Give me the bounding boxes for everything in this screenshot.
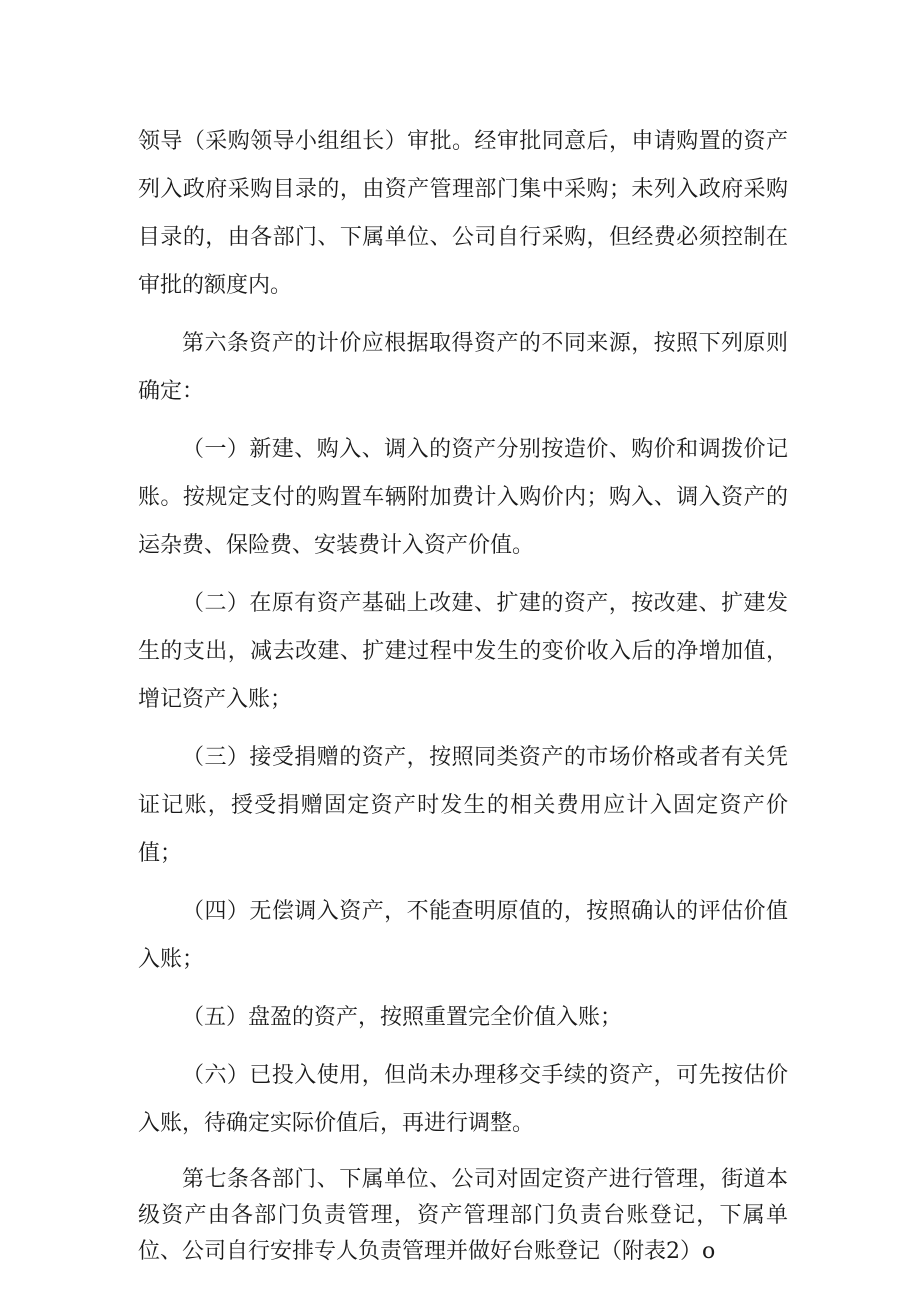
paragraph-item-5: （五）盘盈的资产，按照重置完全价值入账； bbox=[182, 1005, 623, 1030]
document-body bbox=[138, 118, 788, 1270]
paragraph-item-1: （一）新建、购入、调入的资产分别按造价、购价和调拨价记账。按规定支付的购置车辆附加费计入购价内；购入、调入资产的运杂费、保险费、安装费计入资产价值。 bbox=[138, 437, 788, 558]
paragraph-item-4: （四）无偿调入资产，不能查明原值的，按照确认的评估价值入账； bbox=[138, 899, 788, 972]
paragraph-item-3: （三）接受捐赠的资产，按照同类资产的市场价格或者有关凭证记账，授受捐赠固定资产时发生的相关费用应计入固定资产价值； bbox=[138, 745, 788, 866]
paragraph-item-2: （二）在原有资产基础上改建、扩建的资产，按改建、扩建发生的支出，减去改建、扩建过程中发生的变价收入后的净增加值，增记资产入账； bbox=[138, 591, 788, 712]
paragraph-approval-continuation: 领导（采购领导小组组长）审批。经审批同意后，申请购置的资产列入政府采购目录的，由资产管理部门集中采购；未列入政府采购目录的，由各部门、下属单位、公司自行采购，但经费必须控制在审批的额度内。 bbox=[138, 129, 788, 298]
paragraph-item-6: （六）已投入使用，但尚未办理移交手续的资产，可先按估价入账，待确定实际价值后，再进行调整。 bbox=[138, 1063, 788, 1136]
paragraph-article-6: 第六条资产的计价应根据取得资产的不同来源，按照下列原则确定： bbox=[138, 331, 788, 404]
paragraph-article-7: 第七条各部门、下属单位、公司对固定资产进行管理，街道本级资产由各部门负责管理，资产管理部门负责台账登记，下属单位、公司自行安排专人负责管理并做好台账登记（附表2）o bbox=[138, 1167, 788, 1264]
